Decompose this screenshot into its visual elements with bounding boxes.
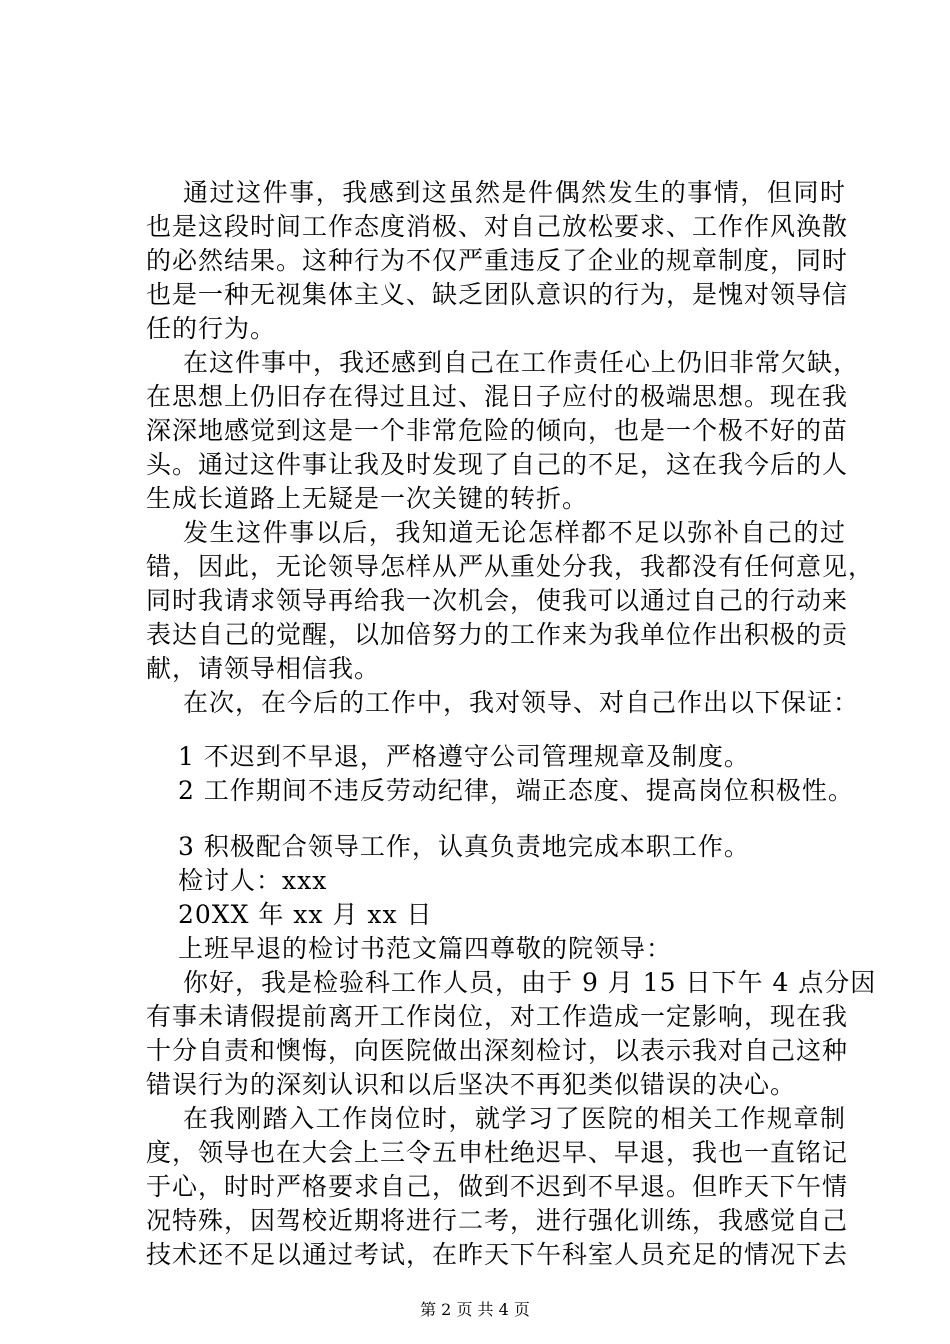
text-line: 发生这件事以后，我知道无论怎样都不足以弥补自己的过 (183, 518, 846, 547)
text-line: 生成长道路上无疑是一次关键的转折。 (146, 484, 589, 513)
text-line: 技术还不足以通过考试，在昨天下午科室人员充足的情况下去 (146, 1240, 849, 1269)
text-line: 在次，在今后的工作中，我对领导、对自己作出以下保证： (183, 688, 860, 717)
text-line: 况特殊，因驾校近期将进行二考，进行强化训练，我感觉自己 (146, 1206, 849, 1235)
text-line: 有事未请假提前离开工作岗位，对工作造成一定影响，现在我 (146, 1002, 849, 1031)
text-line: 十分自责和懊悔，向医院做出深刻检讨，以表示我对自己这种 (146, 1036, 849, 1065)
text-line: 在这件事中，我还感到自己在工作责任心上仍旧非常欠缺， (183, 348, 860, 377)
signature-line: 检讨人：xxx (178, 866, 328, 895)
text-line: 也是一种无视集体主义、缺乏团队意识的行为，是愧对领导信 (146, 280, 849, 309)
text-line: 头。通过这件事让我及时发现了自己的不足，这在我今后的人 (146, 450, 849, 479)
text-line: 献，请领导相信我。 (146, 654, 381, 683)
text-line: 在我刚踏入工作岗位时，就学习了医院的相关工作规章制 (183, 1104, 846, 1133)
list-item: 2 工作期间不违反劳动纪律，端正态度、提高岗位积极性。 (178, 776, 854, 805)
section-heading: 上班早退的检讨书范文篇四尊敬的院领导： (178, 934, 673, 963)
text-line: 错误行为的深刻认识和以后坚决不再犯类似错误的决心。 (146, 1070, 797, 1099)
text-line: 于心，时时严格要求自己，做到不迟到不早退。但昨天下午情 (146, 1172, 849, 1201)
text-line: 的必然结果。这种行为不仅严重违反了企业的规章制度，同时 (146, 246, 849, 275)
page-footer: 第 2 页 共 4 页 (420, 1300, 530, 1319)
date-line: 20XX 年 xx 月 xx 日 (178, 900, 433, 929)
list-item: 3 积极配合领导工作，认真负责地完成本职工作。 (178, 832, 750, 861)
text-line: 任的行为。 (146, 314, 277, 343)
text-line: 表达自己的觉醒，以加倍努力的工作来为我单位作出积极的贡 (146, 620, 849, 649)
text-line: 通过这件事，我感到这虽然是件偶然发生的事情，但同时 (183, 178, 846, 207)
text-line: 在思想上仍旧存在得过且过、混日子应付的极端思想。现在我 (146, 382, 849, 411)
text-line: 同时我请求领导再给我一次机会，使我可以通过自己的行动来 (146, 586, 849, 615)
text-line: 错，因此，无论领导怎样从严从重处分我，我都没有任何意见， (146, 552, 875, 581)
text-line: 深深地感觉到这是一个非常危险的倾向，也是一个极不好的苗 (146, 416, 849, 445)
text-line: 度，领导也在大会上三令五申杜绝迟早、早退，我也一直铭记 (146, 1138, 849, 1167)
list-item: 1 不迟到不早退，严格遵守公司管理规章及制度。 (178, 742, 750, 771)
text-line: 你好，我是检验科工作人员，由于 9 月 15 日下午 4 点分因 (183, 968, 877, 997)
text-line: 也是这段时间工作态度消极、对自己放松要求、工作作风涣散 (146, 212, 849, 241)
